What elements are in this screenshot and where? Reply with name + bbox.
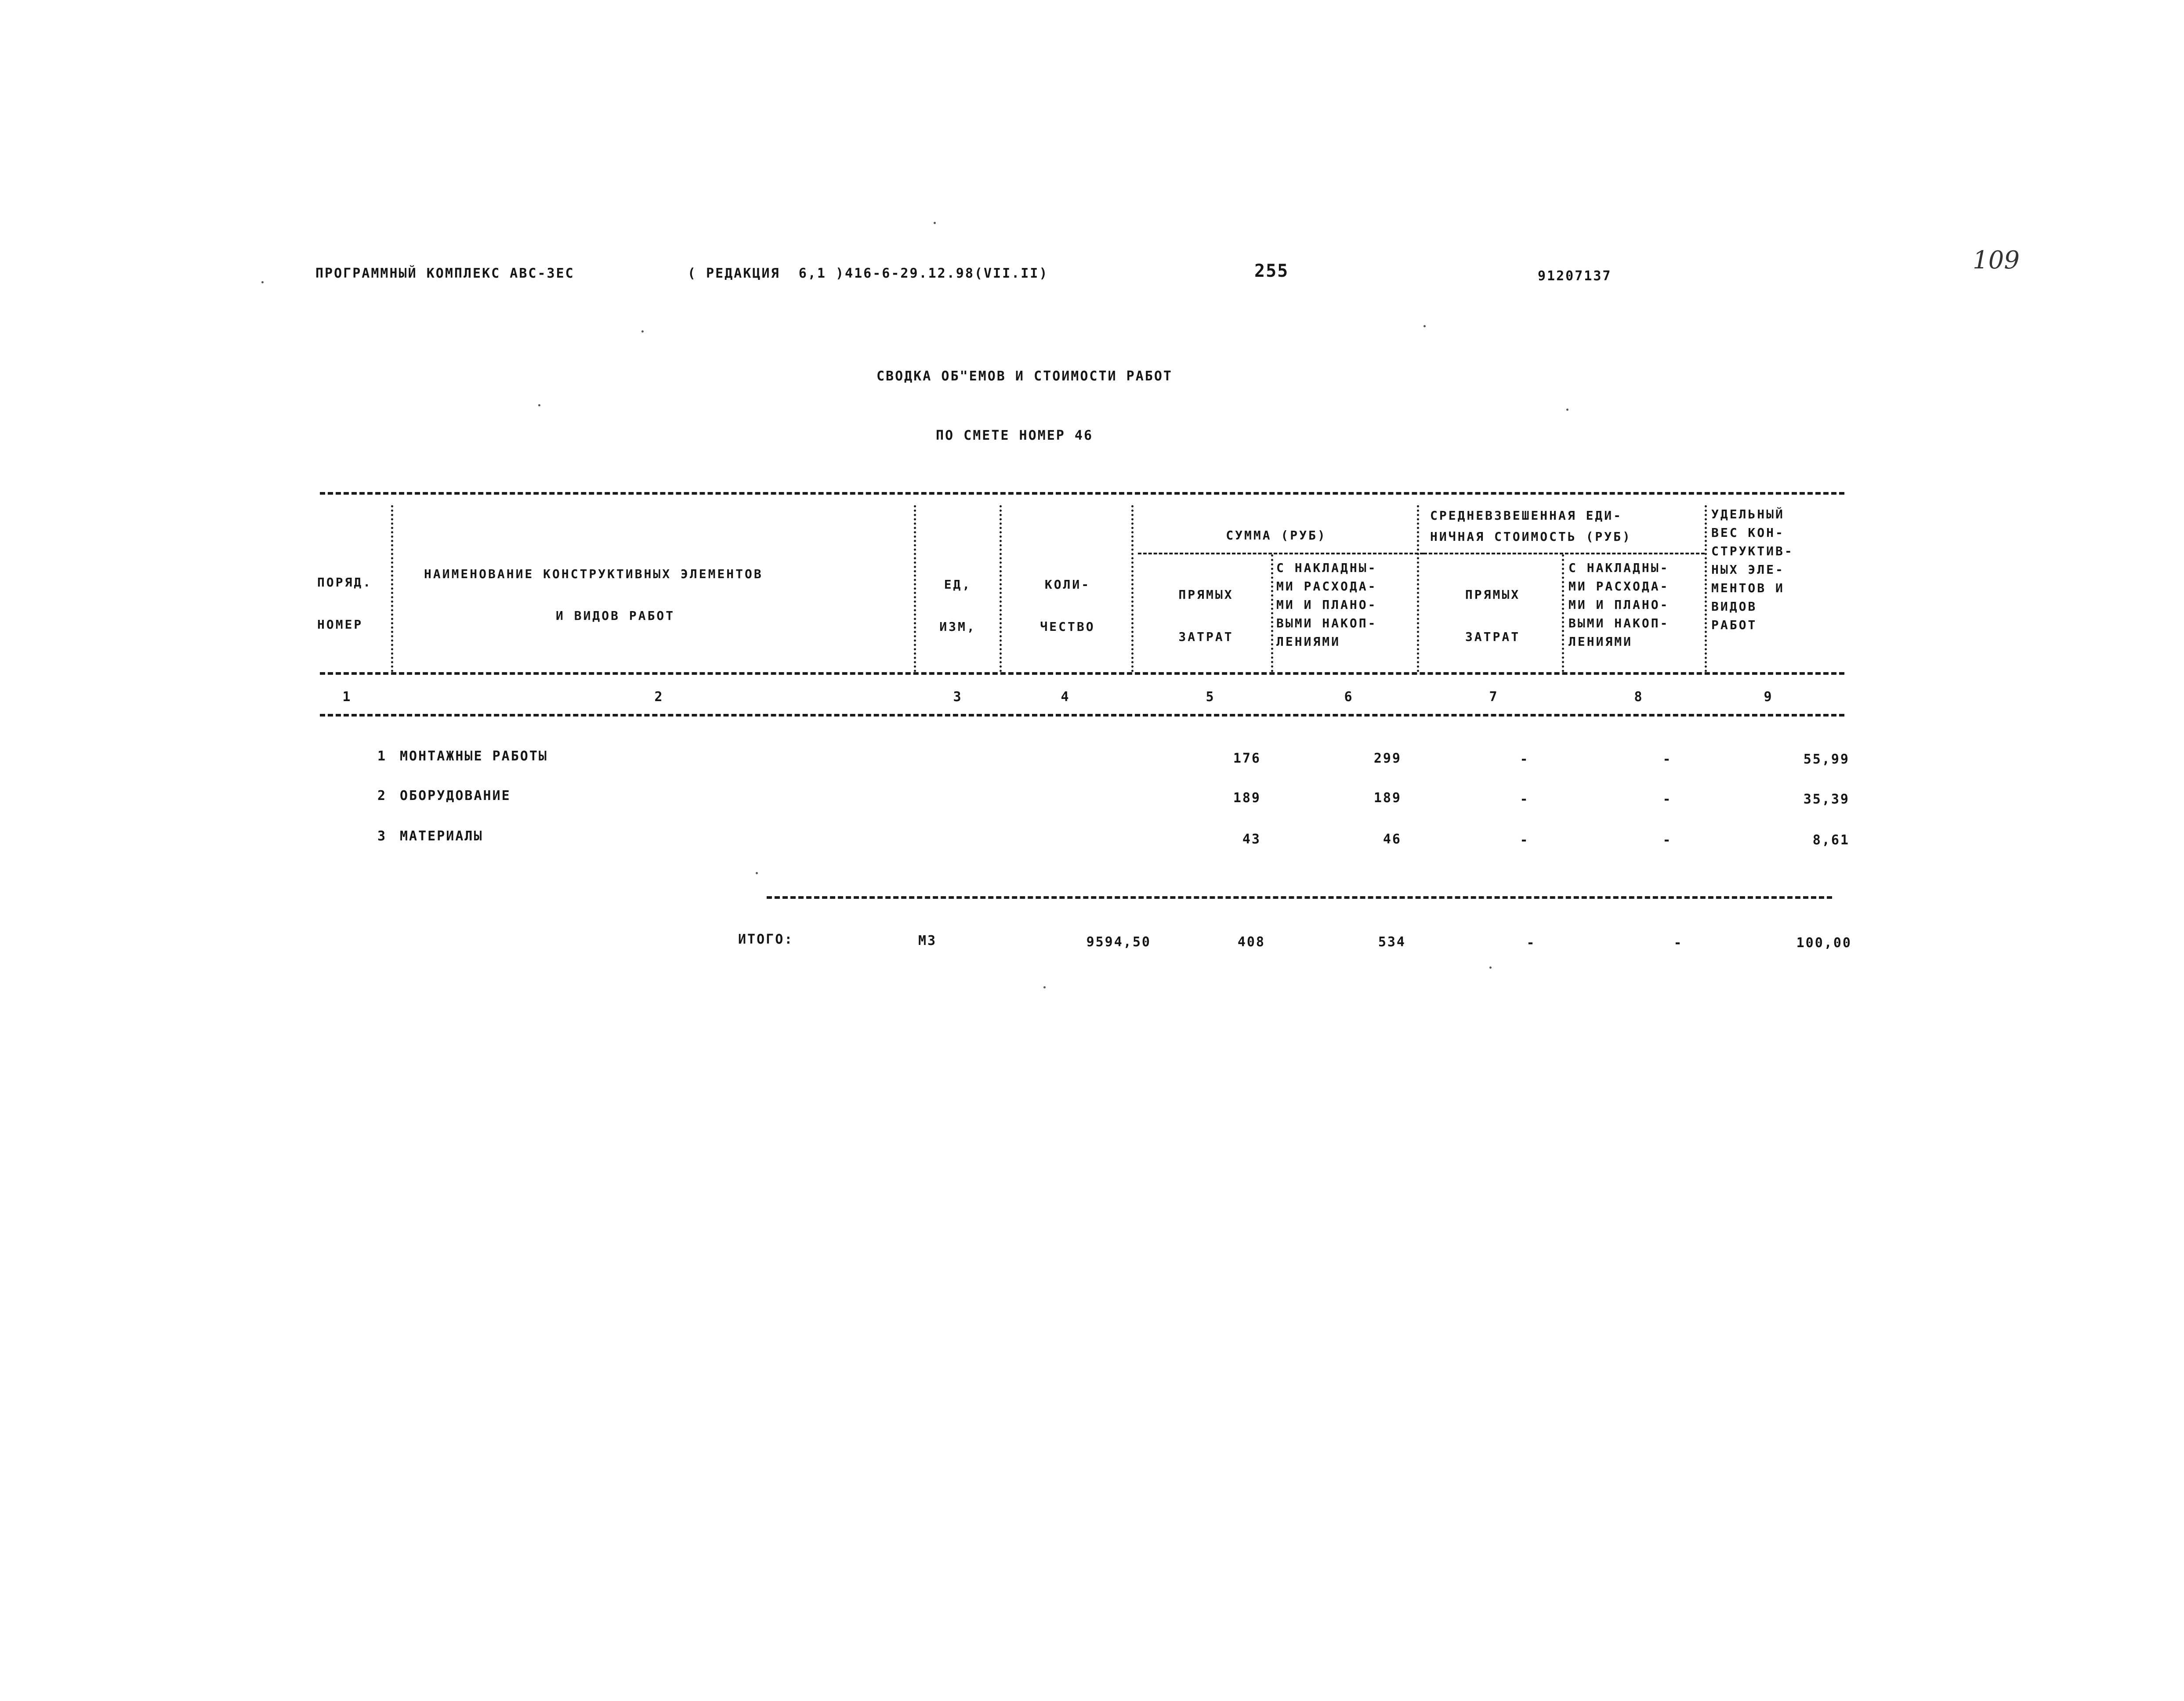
row-avg-direct: - [1520, 792, 1529, 807]
col-header-name-line2: И ВИДОВ РАБОТ [556, 608, 675, 623]
col-sep-6 [1417, 505, 1419, 672]
col-header-quantity: КОЛИ- ЧЕСТВО [1040, 577, 1095, 634]
total-share: 100,00 [1796, 935, 1852, 951]
col-sep-2 [914, 505, 916, 672]
col-sep-7 [1562, 554, 1564, 672]
total-avg-overhead: - [1673, 935, 1683, 951]
report-title: СВОДКА ОБ"ЕМОВ И СТОИМОСТИ РАБОТ [876, 369, 1173, 384]
row-avg-overhead: - [1662, 792, 1672, 807]
scan-speck [538, 404, 540, 406]
total-avg-direct: - [1526, 935, 1536, 951]
edition-info: ( РЕДАКЦИЯ 6,1 )416-6-29.12.98(VII.II) [688, 266, 1049, 281]
scan-speck [1043, 986, 1046, 988]
sum-group-rule [1138, 553, 1423, 554]
report-subtitle: ПО СМЕТЕ НОМЕР 46 [936, 428, 1094, 443]
col-header-avg-direct: ПРЯМЫХ ЗАТРАТ [1465, 587, 1521, 644]
page-number: 255 [1254, 261, 1289, 281]
col-number: 4 [1061, 689, 1070, 705]
row-share: 35,39 [1803, 792, 1850, 807]
avg-group-rule [1423, 553, 1705, 554]
row-number: 2 [377, 788, 387, 803]
table-top-rule [320, 492, 1844, 495]
col-header-name-line1: НАИМЕНОВАНИЕ КОНСТРУКТИВНЫХ ЭЛЕМЕНТОВ [424, 567, 763, 581]
row-name: МОНТАЖНЫЕ РАБОТЫ [400, 749, 548, 764]
total-quantity: 9594,50 [1086, 934, 1151, 950]
program-name: ПРОГРАММНЫЙ КОМПЛЕКС АВС-3ЕС [315, 266, 575, 281]
scan-speck [756, 872, 758, 874]
row-number: 3 [377, 829, 387, 844]
scan-speck [934, 222, 936, 224]
row-direct: 189 [1233, 790, 1261, 806]
column-numbers-rule [320, 714, 1844, 717]
scan-speck [641, 330, 644, 333]
col-header-avg-with-overhead: С НАКЛАДНЫ- МИ РАСХОДА- МИ И ПЛАНО- ВЫМИ НАКОП- ЛЕНИЯМИ [1568, 561, 1670, 649]
col-number: 8 [1634, 689, 1644, 705]
col-number: 1 [342, 689, 352, 705]
row-share: 8,61 [1812, 832, 1850, 848]
scan-speck [1423, 325, 1426, 327]
total-unit: М3 [918, 933, 937, 948]
total-rule [767, 896, 1832, 899]
col-header-direct-costs: ПРЯМЫХ ЗАТРАТ [1178, 587, 1234, 644]
col-number: 9 [1764, 689, 1773, 705]
row-avg-overhead: - [1662, 752, 1672, 767]
col-sep-4 [1131, 505, 1134, 672]
col-sep-3 [1000, 505, 1002, 672]
scan-speck [1566, 409, 1568, 411]
row-overhead: 46 [1383, 832, 1402, 847]
row-avg-overhead: - [1662, 832, 1672, 848]
row-direct: 176 [1233, 751, 1261, 766]
row-number: 1 [377, 749, 387, 764]
scan-speck [261, 281, 264, 283]
col-number: 7 [1489, 689, 1499, 705]
document-code: 91207137 [1538, 268, 1612, 284]
row-name: МАТЕРИАЛЫ [400, 829, 483, 844]
col-sep-8 [1705, 505, 1707, 672]
row-overhead: 189 [1373, 790, 1402, 806]
row-overhead: 299 [1373, 751, 1402, 766]
row-avg-direct: - [1520, 752, 1529, 767]
total-direct: 408 [1237, 934, 1265, 950]
header-bottom-rule [320, 672, 1844, 675]
row-share: 55,99 [1803, 752, 1850, 767]
col-header-with-overhead: С НАКЛАДНЫ- МИ РАСХОДА- МИ И ПЛАНО- ВЫМИ НАКОП- ЛЕНИЯМИ [1276, 561, 1377, 649]
col-number: 6 [1344, 689, 1354, 705]
col-header-share: УДЕЛЬНЫЙ ВЕС КОН- СТРУКТИВ- НЫХ ЭЛЕ- МЕНТОВ И ВИДОВ РАБОТ [1711, 507, 1794, 632]
row-avg-direct: - [1520, 832, 1529, 848]
total-overhead: 534 [1378, 934, 1406, 950]
row-direct: 43 [1242, 832, 1261, 847]
col-header-sum-group: СУММА (РУБ) [1226, 528, 1327, 543]
col-header-unit: ЕД, ИЗМ, [939, 577, 976, 634]
col-header-order-number: ПОРЯД. НОМЕР [317, 575, 373, 632]
handwritten-page-number: 109 [1973, 246, 2020, 275]
col-number: 5 [1206, 689, 1215, 705]
col-sep-1 [391, 505, 393, 672]
col-number: 3 [953, 689, 963, 705]
row-name: ОБОРУДОВАНИЕ [400, 788, 511, 803]
total-label: ИТОГО: [738, 932, 794, 947]
col-number: 2 [654, 689, 664, 705]
col-header-avg-group: СРЕДНЕВЗВЕШЕННАЯ ЕДИ- НИЧНАЯ СТОИМОСТЬ (РУБ) [1430, 508, 1632, 544]
scan-speck [1489, 966, 1492, 969]
